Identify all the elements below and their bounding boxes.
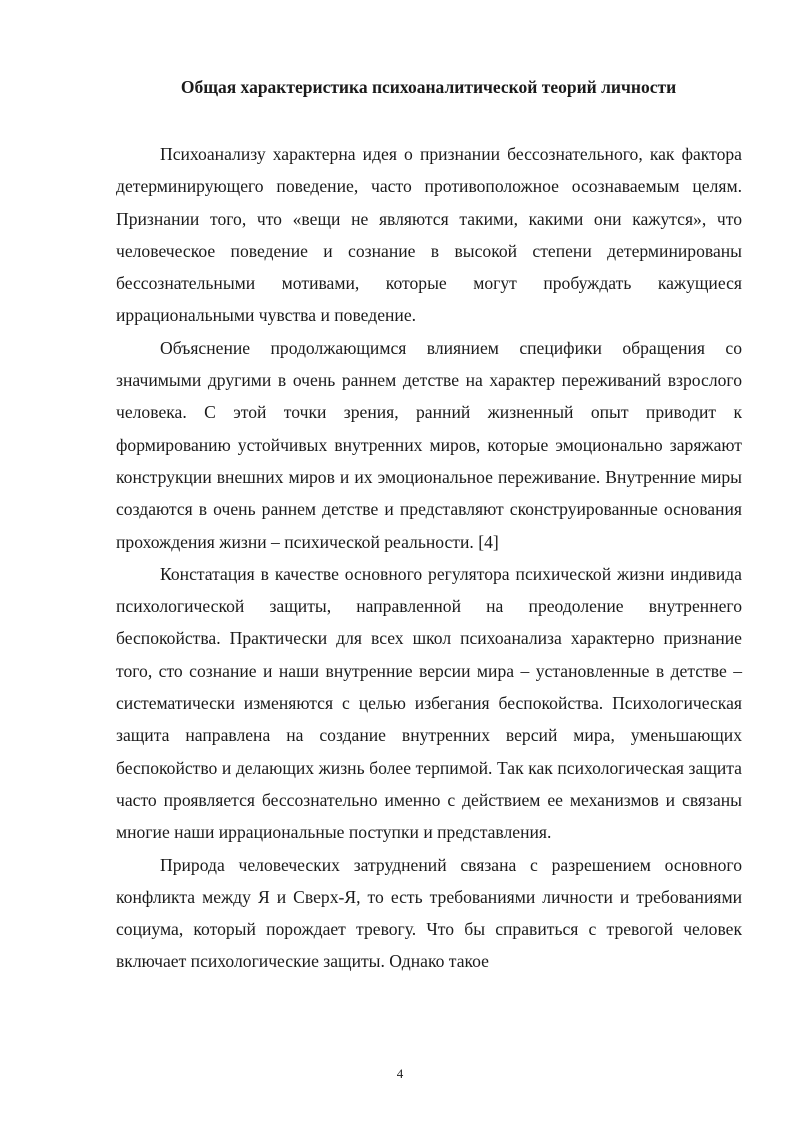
- paragraph-1: Психоанализу характерна идея о признании бессознательного, как фактора детерминирующего поведение, часто противоположное осознаваемым целям. Признании того, что «вещи не являются такими, какими они кажутся», что человеческое поведение и сознание в высокой степени детерминированы бессознательными мотивами, которые могут пробуждать кажущиеся иррациональными чувства и поведение.: [116, 144, 742, 326]
- page-number: 4: [396, 1066, 404, 1081]
- page-title: Общая характеристика психоаналитической теорий личности: [180, 77, 677, 97]
- paragraph-3: Констатация в качестве основного регулятора психической жизни индивида психологической защиты, направленной на преодоление внутреннего беспокойства. Практически для всех школ психоанализа характерно признание того, сто сознание и наши внутренние версии мира – установленные в детстве – систематически изменяются с целью избегания беспокойства. Психологическая защита направлена на создание внутренних версий мира, уменьшающих беспокойство и делающих жизнь более терпимой. Так как психологическая защита часто проявляется бессознательно именно с действием ее механизмов и связаны многие наши иррациональные поступки и представления.: [116, 563, 742, 843]
- paragraph-2: Объяснение продолжающимся влиянием специфики обращения со значимыми другими в очень раннем детстве на характер переживаний взрослого человека. С этой точки зрения, ранний жизненный опыт приводит к формированию устойчивых внутренних миров, которые эмоционально заряжают конструкции внешних миров и их эмоциональное переживание. Внутренние миры создаются в очень раннем детстве и представляют сконструированные основания прохождения жизни – психической реальности. [4]: [116, 337, 742, 552]
- paragraph-4: Природа человеческих затруднений связана с разрешением основного конфликта между Я и Сверх-Я, то есть требованиями личности и требованиями социума, который порождает тревогу. Что бы справиться с тревогой человек включает психологические защиты. Однако такое: [116, 854, 742, 972]
- body-text: [116, 138, 742, 978]
